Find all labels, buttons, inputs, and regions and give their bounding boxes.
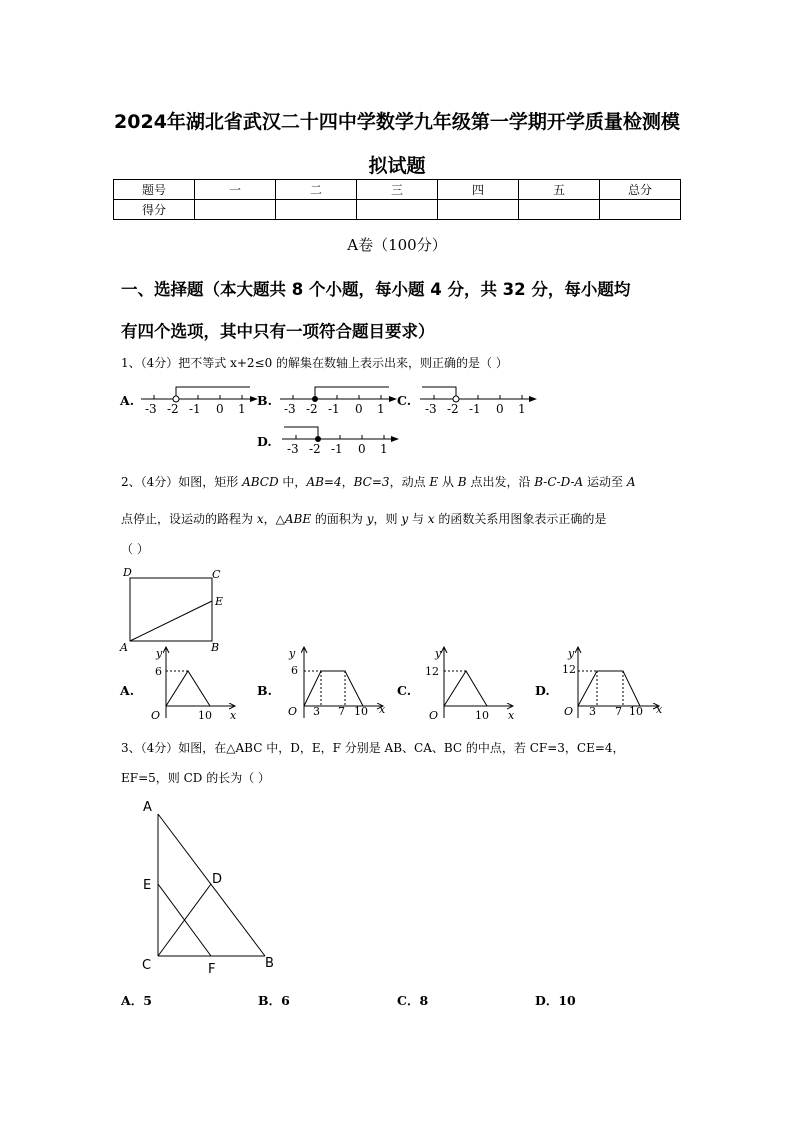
- q2-var: ABCD: [242, 475, 279, 489]
- tick-label: -2: [309, 442, 321, 456]
- tick-label: -3: [425, 402, 437, 416]
- score-cell: [519, 200, 600, 220]
- origin-label: O: [564, 705, 574, 718]
- point-label-f: F: [208, 962, 216, 977]
- q2-var: BC=3: [353, 475, 390, 489]
- q2-text-line1: [121, 476, 635, 488]
- score-table-header-cell: 三: [357, 180, 438, 200]
- tick-label: 1: [238, 402, 246, 416]
- q2-text: 与: [408, 512, 428, 526]
- q2-text: 从: [438, 475, 458, 489]
- x-value-label: 10: [629, 705, 643, 718]
- score-table-score-row: [114, 200, 681, 220]
- q2-var: B: [457, 475, 467, 489]
- q1-number-line-c: [420, 387, 537, 416]
- tick-label: -3: [284, 402, 296, 416]
- point-label-a: A: [120, 641, 128, 653]
- q2-option-a: A.: [120, 683, 135, 698]
- score-cell: [357, 200, 438, 220]
- q1-number-line-b: [280, 387, 397, 416]
- tick-label: -1: [328, 402, 340, 416]
- q2-graph-a: [151, 647, 237, 722]
- q2-var: ABE: [284, 512, 312, 526]
- tick-label: -1: [469, 402, 481, 416]
- section-a-heading: A卷（100分）: [347, 236, 447, 254]
- tick-label: 0: [496, 402, 504, 416]
- axis-label-x: x: [230, 709, 237, 722]
- x-value-label: 7: [338, 705, 345, 718]
- tick-label: 0: [216, 402, 224, 416]
- q2-var: y: [366, 512, 374, 526]
- q1-option-c: C.: [397, 393, 412, 408]
- q2-text: ，则: [373, 512, 402, 526]
- score-table: [113, 179, 681, 220]
- axis-label-y: y: [568, 647, 575, 660]
- q1-option-b: B.: [257, 393, 272, 408]
- q2-text: 运动至: [583, 475, 627, 489]
- q2-option-d: D.: [535, 683, 550, 698]
- point-label-c: C: [212, 568, 221, 581]
- q2-option-b: B.: [257, 683, 272, 698]
- axis-label-x: x: [656, 703, 663, 716]
- score-table-header-cell: 五: [519, 180, 600, 200]
- origin-label: O: [151, 709, 161, 722]
- q1-option-a: A.: [120, 393, 135, 408]
- score-table-row-label: 得分: [114, 200, 195, 220]
- tick-label: 1: [380, 442, 388, 456]
- tick-label: 0: [355, 402, 363, 416]
- score-cell: [438, 200, 519, 220]
- tick-label: -2: [306, 402, 318, 416]
- q3-option-d: D．10: [535, 993, 576, 1008]
- score-table-header-cell: 题号: [114, 180, 195, 200]
- y-value-label: 12: [425, 665, 439, 678]
- tick-label: -1: [189, 402, 201, 416]
- q2-option-c: C.: [397, 683, 412, 698]
- q1-text: 1、（4分）把不等式 x+2≤0 的解集在数轴上表示出来，则正确的是（ ）: [121, 356, 508, 370]
- tick-label: -2: [167, 402, 179, 416]
- q2-text: 的函数关系用图象表示正确的是: [434, 512, 607, 526]
- origin-label: O: [429, 709, 439, 722]
- score-table-header-cell: 总分: [600, 180, 681, 200]
- q3-triangle-figure: [135, 795, 285, 980]
- point-label-b: B: [265, 956, 274, 971]
- q2-var: y: [401, 512, 409, 526]
- x-value-label: 3: [589, 705, 596, 718]
- q3-option-c: C．8: [397, 993, 429, 1008]
- axis-label-x: x: [508, 709, 515, 722]
- origin-label: O: [288, 705, 298, 718]
- q2-text: 2、（4分）如图，矩形: [121, 475, 243, 489]
- x-value-label: 7: [615, 705, 622, 718]
- tick-label: 0: [358, 442, 366, 456]
- q2-rectangle-figure: [115, 563, 235, 653]
- rectangle-abcd: [130, 578, 212, 641]
- q2-graph-d: [562, 647, 663, 718]
- q3-option-b: B．6: [258, 993, 290, 1008]
- point-label-c: C: [142, 958, 152, 973]
- axis-label-x: x: [379, 703, 386, 716]
- q2-var: x: [427, 512, 435, 526]
- tick-label: -3: [145, 402, 157, 416]
- tick-label: 1: [377, 402, 385, 416]
- y-value-label: 6: [291, 664, 298, 677]
- q1-number-line-d: [282, 427, 399, 456]
- q2-var: AB=4: [306, 475, 342, 489]
- q1-number-line-a: [141, 387, 258, 416]
- point-label-d: D: [212, 872, 223, 887]
- y-value-label: 6: [155, 665, 162, 678]
- score-cell: [195, 200, 276, 220]
- page-title-line2: 拟试题: [368, 155, 426, 177]
- axis-label-y: y: [289, 647, 296, 660]
- score-cell: [600, 200, 681, 220]
- score-cell: [276, 200, 357, 220]
- q1-option-d: D.: [257, 434, 272, 449]
- tick-label: -2: [447, 402, 459, 416]
- q2-var: A: [626, 475, 636, 489]
- part1-heading-line1: 一、选择题（本大题共 8 个小题，每小题 4 分，共 32 分，每小题均: [121, 280, 631, 299]
- q2-var: x: [256, 512, 264, 526]
- q2-graph-b: [288, 647, 386, 718]
- x-value-label: 10: [354, 705, 368, 718]
- score-table-header-cell: 一: [195, 180, 276, 200]
- page-title-line1: 2024年湖北省武汉二十四中学数学九年级第一学期开学质量检测模: [114, 111, 680, 133]
- segment-ae: [130, 601, 212, 641]
- q1-number-lines: [110, 380, 550, 460]
- axis-label-y: y: [435, 647, 442, 660]
- y-value-label: 12: [562, 663, 576, 676]
- q2-answer-blank: （ ）: [121, 542, 149, 556]
- q2-var: B-C-D-A: [534, 475, 584, 489]
- x-value-label: 10: [198, 709, 212, 722]
- score-table-header-cell: 四: [438, 180, 519, 200]
- q2-text: 中，: [278, 475, 307, 489]
- axis-label-y: y: [156, 647, 163, 660]
- q2-text: ，△: [263, 512, 285, 526]
- point-label-e: E: [143, 878, 152, 893]
- q2-text: ，动点: [389, 475, 430, 489]
- tick-label: 1: [518, 402, 526, 416]
- q2-text: 点停止，设运动的路程为: [121, 512, 257, 526]
- part1-heading-line2: 有四个选项，其中只有一项符合题目要求）: [121, 322, 435, 341]
- q2-text-line2: [121, 513, 606, 525]
- q3-text-line2: EF=5，则 CD 的长为（ ）: [121, 771, 271, 785]
- point-label-e: E: [215, 595, 224, 608]
- tick-label: -3: [287, 442, 299, 456]
- q3-option-a: A．5: [121, 993, 152, 1008]
- q2-var: E: [429, 475, 439, 489]
- q3-text-line1: 3、（4分）如图，在△ABC 中，D，E，F 分别是 AB、CA、BC 的中点，若 CF=3，CE=4，: [121, 741, 625, 755]
- x-value-label: 10: [475, 709, 489, 722]
- point-label-a: A: [143, 800, 152, 815]
- q2-graph-c: [425, 647, 515, 722]
- q2-text: ，: [341, 475, 354, 489]
- q2-text: 点出发，沿: [466, 475, 535, 489]
- point-label-d: D: [123, 566, 132, 579]
- q2-graph-options: [115, 643, 675, 735]
- x-value-label: 3: [313, 705, 320, 718]
- score-table-header-row: [114, 180, 681, 200]
- q2-text: 的面积为: [311, 512, 367, 526]
- point-label-b: B: [211, 641, 220, 653]
- score-table-header-cell: 二: [276, 180, 357, 200]
- tick-label: -1: [331, 442, 343, 456]
